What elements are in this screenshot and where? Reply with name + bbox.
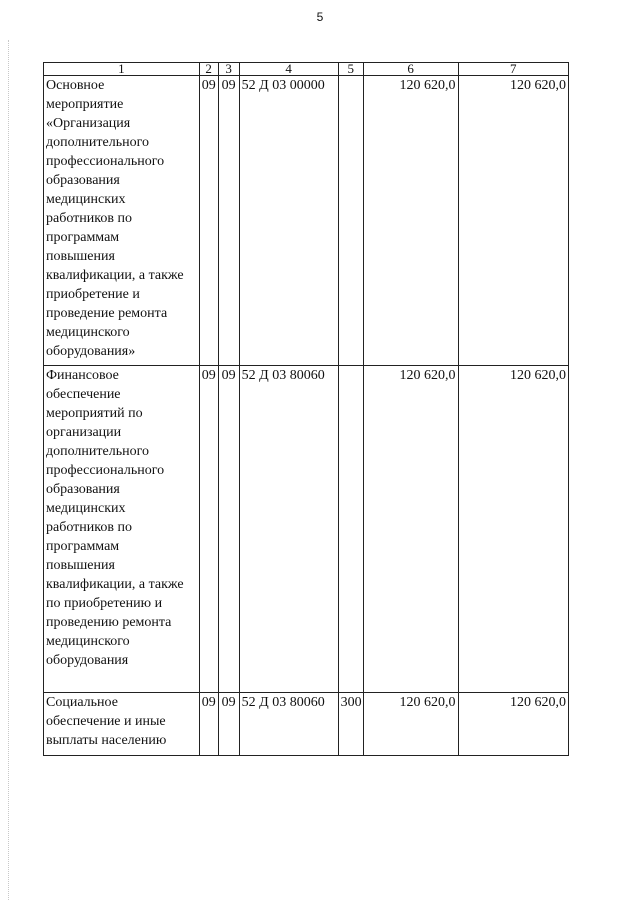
column-header: 3 — [218, 63, 239, 76]
section-code-cell: 09 — [199, 76, 218, 366]
target-article-cell: 52 Д 03 00000 — [239, 76, 338, 366]
column-header: 2 — [199, 63, 218, 76]
expense-type-cell: 300 — [338, 693, 363, 756]
amount-cell: 120 620,0 — [363, 366, 458, 693]
amount-cell: 120 620,0 — [363, 76, 458, 366]
row-name-cell: Социальное обеспечение и иные выплаты населению — [44, 693, 200, 756]
column-header: 1 — [44, 63, 200, 76]
expense-type-cell — [338, 76, 363, 366]
row-name-cell: Финансовое обеспечение мероприятий по организации дополнительного профессионального образования медицинских работников по программам повышения квалификации, а также по приобретению и проведению ремонта медицинского оборудования — [44, 366, 200, 693]
subsection-code-cell: 09 — [218, 366, 239, 693]
amount-cell: 120 620,0 — [458, 366, 569, 693]
subsection-code-cell: 09 — [218, 693, 239, 756]
amount-cell: 120 620,0 — [458, 693, 569, 756]
table-row — [44, 693, 569, 756]
target-article-cell: 52 Д 03 80060 — [239, 366, 338, 693]
scan-margin-line — [8, 40, 9, 900]
column-header: 5 — [338, 63, 363, 76]
target-article-cell: 52 Д 03 80060 — [239, 693, 338, 756]
table-header-row — [44, 63, 569, 76]
row-name-cell: Основное мероприятие «Организация дополнительного профессионального образования медицинских работников по программам повышения квалификации, а также приобретение и проведение ремонта медицинского оборудования» — [44, 76, 200, 366]
section-code-cell: 09 — [199, 693, 218, 756]
amount-cell: 120 620,0 — [363, 693, 458, 756]
subsection-code-cell: 09 — [218, 76, 239, 366]
budget-table — [43, 62, 569, 756]
page-number: 5 — [316, 10, 324, 24]
column-header: 6 — [363, 63, 458, 76]
table-row — [44, 76, 569, 366]
table-row — [44, 366, 569, 693]
amount-cell: 120 620,0 — [458, 76, 569, 366]
column-header: 7 — [458, 63, 569, 76]
column-header: 4 — [239, 63, 338, 76]
section-code-cell: 09 — [199, 366, 218, 693]
expense-type-cell — [338, 366, 363, 693]
